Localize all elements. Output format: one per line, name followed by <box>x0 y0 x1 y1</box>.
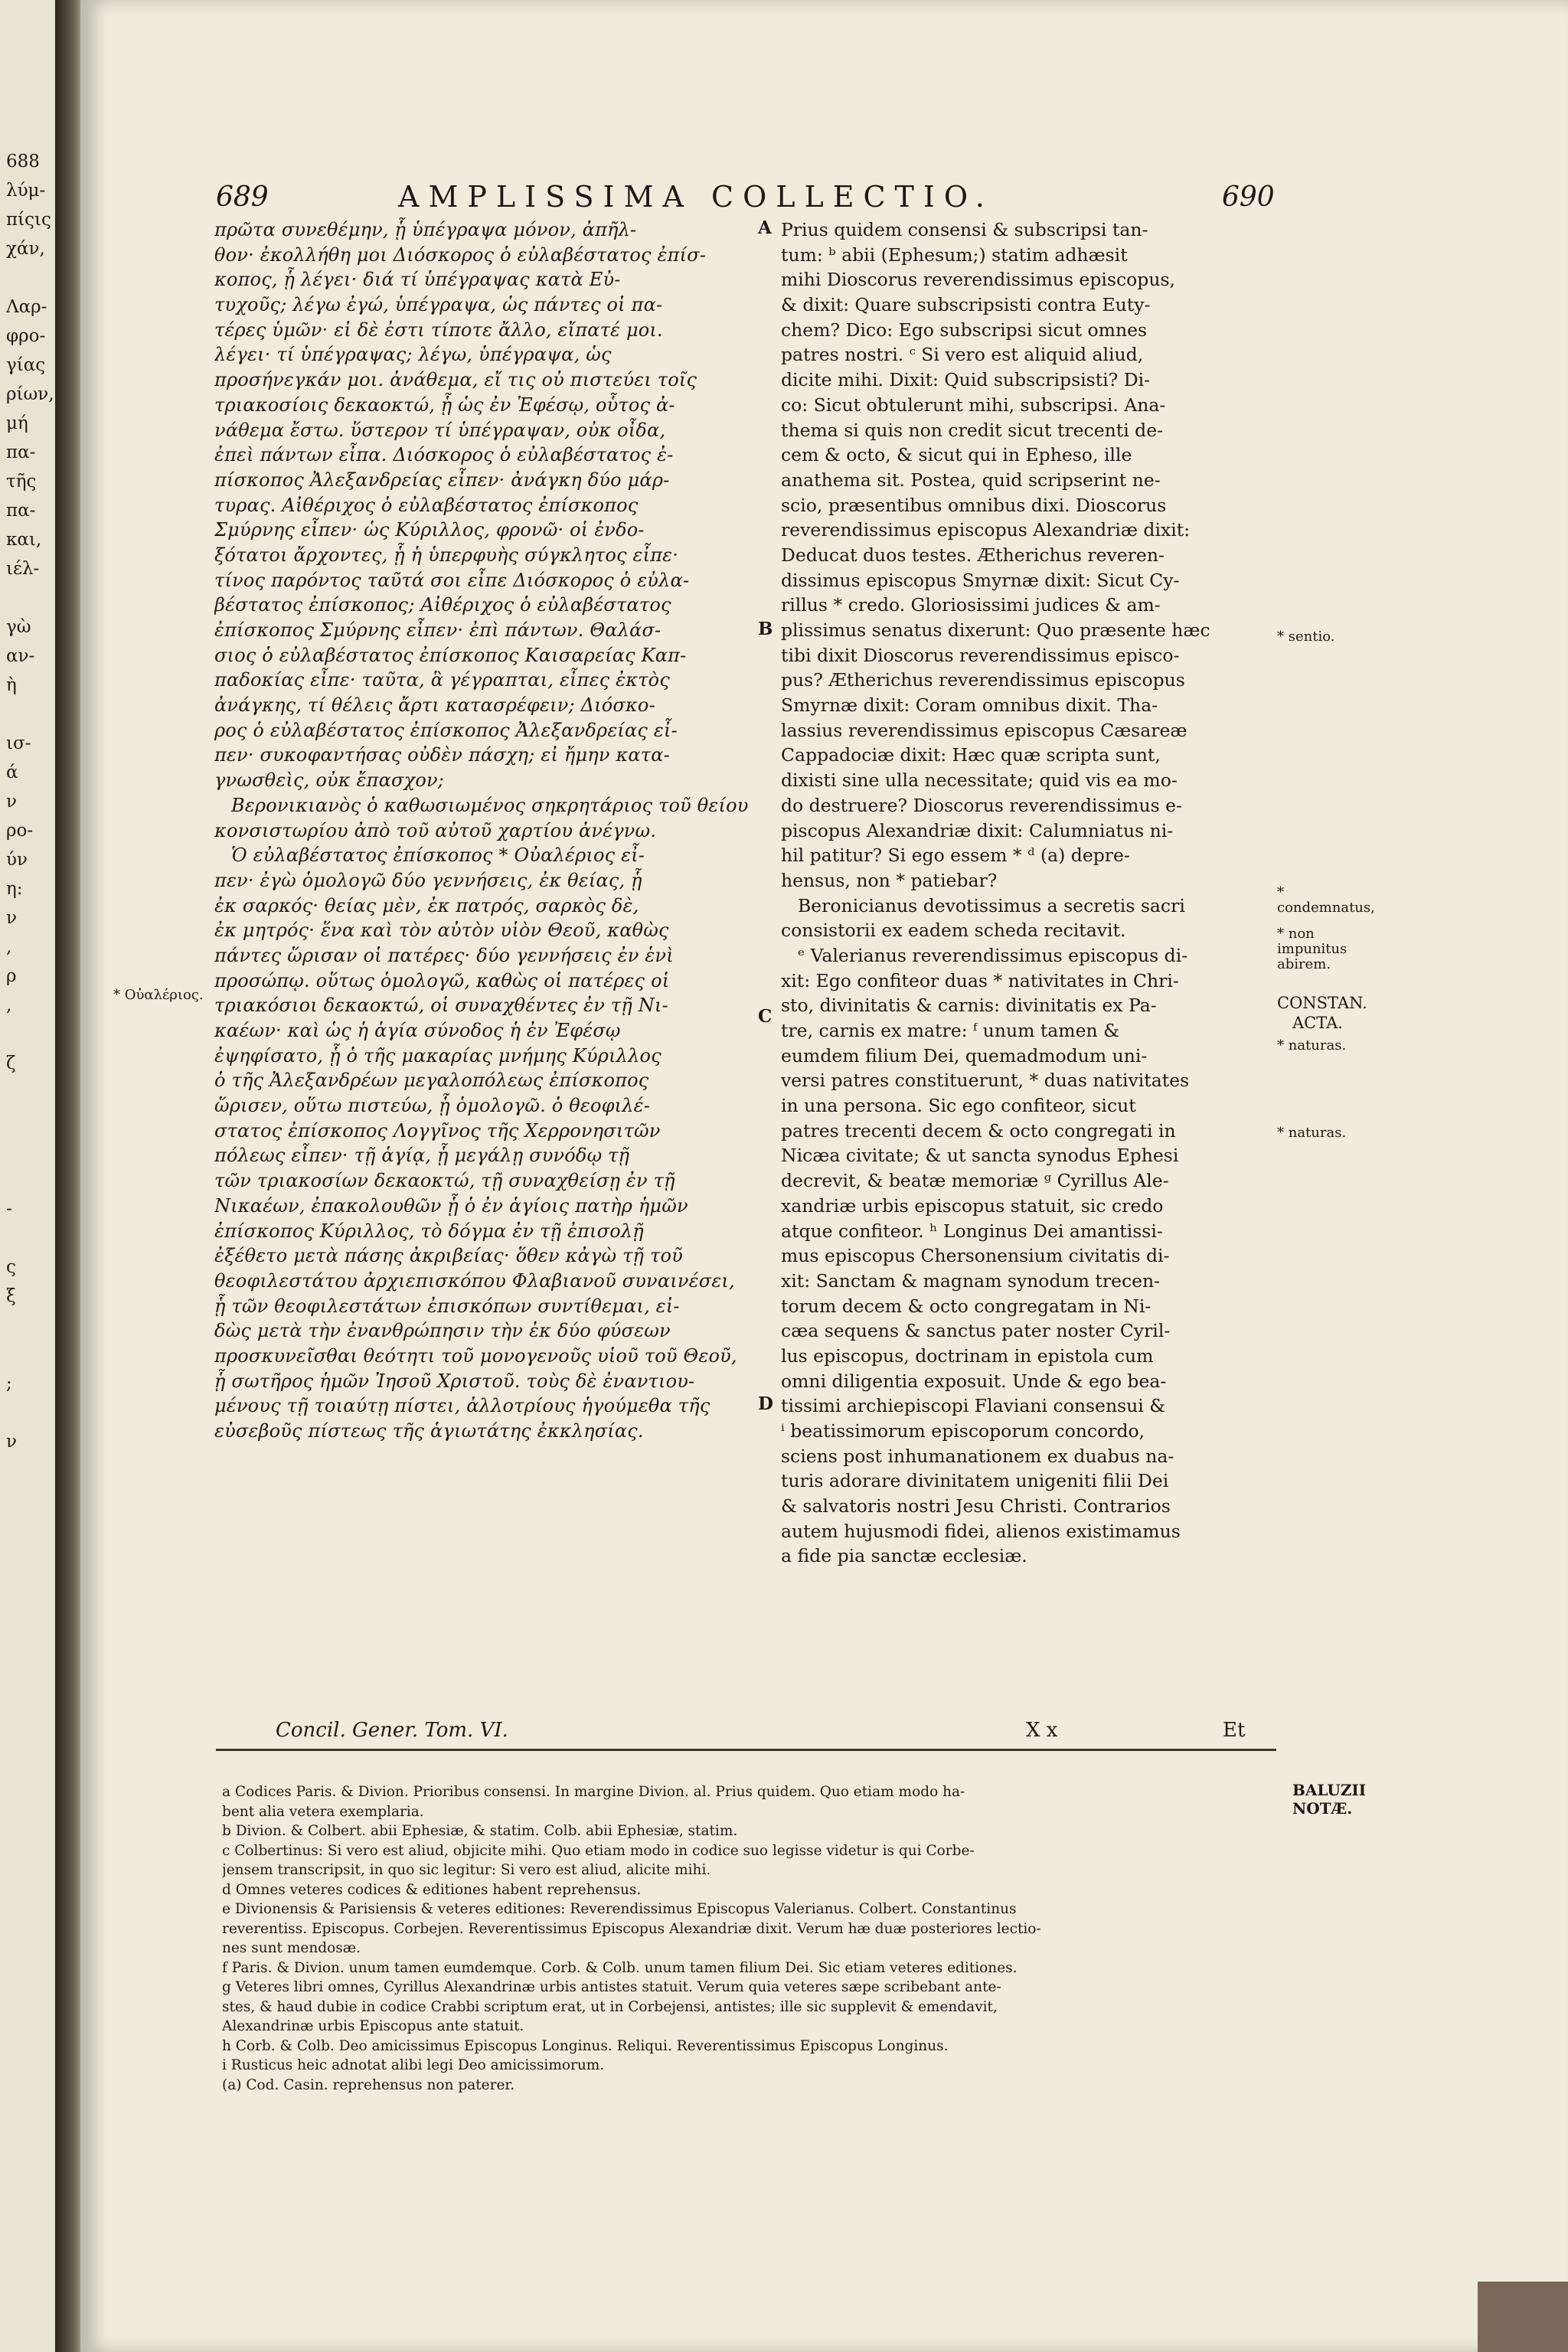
greek-text-line: τίνος παρόντος ταῦτά σοι εἶπε Διόσκορος ὁ εὐλα- <box>214 569 690 591</box>
prev-page-fragment: πίςις <box>6 210 51 230</box>
greek-text-line: τῶν τριακοσίων δεκαοκτώ, τῇ συναχθείσῃ ἐν τῇ <box>214 1170 675 1192</box>
latin-text-line: dissimus episcopus Smyrnæ dixit: Sicut Cy- <box>781 569 1180 591</box>
section-mark-b: B <box>758 619 773 639</box>
prev-page-fragment: ισ- <box>6 733 31 753</box>
greek-text-line: στατος ἐπίσκοπος Λογγῖνος τῆς Χερρονησιτῶν <box>214 1119 661 1142</box>
margin-note-naturas-2: * naturas. <box>1277 1125 1347 1141</box>
prev-page-fragment: πα- <box>6 443 36 462</box>
latin-text-line: cæa sequens & sanctus pater noster Cyril- <box>781 1320 1171 1342</box>
prev-page-fragment: η: <box>6 879 23 899</box>
footnote-line: stes, & haud dubie in codice Crabbi scriptum erat, ut in Corbejensi, antistes; ille sic supplevit & emendavit, <box>222 1998 998 2015</box>
footnote-line: c Colbertinus: Si vero est aliud, objicite mihi. Quo etiam modo in codice suo legisse videtur is qui Corbe- <box>222 1842 975 1859</box>
greek-text-line: Σμύρνης εἶπεν· ὡς Κύριλλος, φρονῶ· οἱ ἐνδο- <box>214 519 645 541</box>
greek-text-line: θεοφιλεστάτου ἀρχιεπισκόπου Φλαβιανοῦ συναινέσει, <box>214 1269 735 1292</box>
prev-page-fragment: ρίων, <box>6 384 54 404</box>
greek-text-line: πάντες ὥρισαν οἱ πατέρες· δύο γεννήσεις ἐν ἑνὶ <box>214 944 674 966</box>
latin-text-line: scio, præsentibus omnibus dixi. Dioscorus <box>781 494 1167 516</box>
latin-text-line: lus episcopus, doctrinam in epistola cum <box>781 1344 1154 1367</box>
footnote-line: f Paris. & Divion. unum tamen eumdemque. Corb. & Colb. unum tamen filium Dei. Sic etiam veteres editiones. <box>222 1959 1018 1976</box>
greek-text-line: μένους τῇ τοιαύτῃ πίστει, ἀλλοτρίους ἡγούμεθα τῆς <box>214 1395 710 1417</box>
latin-text-line: sto, divinitatis & carnis: divinitatis ex Pa- <box>781 995 1157 1017</box>
latin-text-line: xit: Sanctam & magnam synodum trecen- <box>781 1269 1161 1292</box>
greek-text-line: πρῶτα συνεθέμην, ᾗ ὑπέγραψα μόνον, ἀπῆλ- <box>214 219 637 240</box>
prev-page-fragment: ρ <box>6 966 17 986</box>
greek-text-line: παδοκίας εἶπε· ταῦτα, ἃ γέγραπται, εἶπες ἐκτὸς <box>214 669 670 691</box>
latin-text-line: tre, carnis ex matre: ᶠ unum tamen & <box>781 1020 1120 1041</box>
latin-text-line: do destruere? Dioscorus reverendissimus e- <box>781 794 1182 816</box>
greek-text-line: τριακοσίοις δεκαοκτώ, ᾗ ὡς ἐν Ἐφέσῳ, οὗτος ἀ- <box>214 394 675 416</box>
latin-text-line: Prius quidem consensi & subscripsi tan- <box>781 219 1148 240</box>
greek-text-line: κοπος, ᾗ λέγει· διά τί ὑπέγραψας κατὰ Εὐ- <box>214 269 621 291</box>
page-number-left: 689 <box>216 181 269 213</box>
footnote-line: a Codices Paris. & Divion. Prioribus consensi. In margine Divion. al. Prius quidem. Quo etiam modo ha- <box>222 1784 965 1800</box>
footnote-rule <box>216 1749 1276 1751</box>
latin-text-line: tibi dixit Dioscorus reverendissimus episco- <box>781 644 1180 666</box>
prev-page-fragment: ρο- <box>6 821 34 841</box>
latin-text-line: decrevit, & beatæ memoriæ ᵍ Cyrillus Ale- <box>781 1170 1169 1192</box>
latin-text-line: anathema sit. Postea, quid scripserint ne- <box>781 469 1161 491</box>
prev-page-fragment: χάν, <box>6 239 45 259</box>
latin-text-line: Nicæa civitate; & ut sancta synodus Ephesi <box>781 1145 1179 1167</box>
prev-page-fragment: ; <box>6 1374 12 1393</box>
table-corner <box>1478 2282 1568 2352</box>
prev-page-fragment: ς <box>6 1257 16 1277</box>
latin-text-line: lassius reverendissimus episcopus Cæsareæ <box>781 719 1187 741</box>
notes-label: BALUZII NOTÆ. <box>1292 1781 1367 1818</box>
footnote-line: g Veteres libri omnes, Cyrillus Alexandrinæ urbis antistes statuit. Verum quia veteres sæpe scribebant ante- <box>222 1979 1001 1995</box>
section-mark-d: D <box>758 1393 773 1414</box>
greek-text-line: ἐπεὶ πάντων εἶπα. Διόσκορος ὁ εὐλαβέστατος ἐ- <box>214 444 674 466</box>
latin-text-line: thema si quis non credit sicut trecenti de- <box>781 419 1164 441</box>
footnote-line: nes sunt mendosæ. <box>222 1940 361 1956</box>
latin-text-line: cem & octo, & sicut qui in Epheso, ille <box>781 444 1132 466</box>
prev-page-fragment: , <box>6 937 12 957</box>
greek-text-line: νάθεμα ἔστω. ὕστερον τί ὑπέγραψαν, οὐκ οἶδα, <box>214 419 666 441</box>
latin-text-line: patres nostri. ᶜ Si vero est aliquid aliud, <box>781 344 1144 366</box>
prev-page-fragment: ν <box>6 792 17 812</box>
latin-text-line: Cappadociæ dixit: Hæc quæ scripta sunt, <box>781 744 1161 766</box>
greek-text-line: ἐπίσκοπος Σμύρνης εἶπεν· ἐπὶ πάντων. Θαλάσ- <box>214 619 662 641</box>
greek-text-line: γνωσθεὶς, οὐκ ἔπασχον; <box>214 769 445 792</box>
greek-text-line: βέστατος ἐπίσκοπος; Αἰθέριχος ὁ εὐλαβέστατος <box>214 594 671 616</box>
footnote-line: h Corb. & Colb. Deo amicissimus Episcopus Longinus. Reliqui. Reverentissimus Episcopus Longinus. <box>222 2037 949 2054</box>
greek-text-line: ἐκ σαρκός· θείας μὲν, ἐκ πατρός, σαρκὸς δὲ, <box>214 894 639 916</box>
greek-text-line: προσκυνεῖσθαι θεότητι τοῦ μονογενοῦς υἱοῦ τοῦ Θεοῦ, <box>214 1344 737 1367</box>
prev-page-fragment: ὴ <box>6 675 17 695</box>
greek-text-line: πεν· συκοφαντήσας οὐδὲν πάσχη; εἰ ἤμην κατα- <box>214 744 670 766</box>
footnote-line: bent alia vetera exemplaria. <box>222 1803 424 1820</box>
latin-text-line: ᵉ Valerianus reverendissimus episcopus di- <box>798 944 1188 966</box>
latin-text-line: Smyrnæ dixit: Coram omnibus dixit. Tha- <box>781 694 1158 717</box>
greek-text-line: τέρες ὑμῶν· εἰ δὲ ἐστι τίποτε ἄλλο, εἴπατέ μοι. <box>214 318 663 341</box>
footnote-line: jensem transcripsit, in quo sic legitur: Si vero est aliud, alicite mihi. <box>222 1862 711 1878</box>
latin-text-line: tum: ᵇ abii (Ephesum;) statim adhæsit <box>781 243 1128 266</box>
latin-text-line: chem? Dico: Ego subscripsi sicut omnes <box>781 318 1148 341</box>
prev-page-fragment: γὼ <box>6 617 31 637</box>
footnote-line: e Divionensis & Parisiensis & veteres editiones: Reverendissimus Episcopus Valerianus. Colbert. Constantinus <box>222 1901 1017 1917</box>
greek-text-line: τυχοῦς; λέγω ἐγώ, ὑπέγραψα, ὡς πάντες οἱ πα- <box>214 294 663 316</box>
latin-text-line: dixisti sine ulla necessitate; quid vis ea mo- <box>781 769 1178 792</box>
greek-text-line: ρος ὁ εὐλαβέστατος ἐπίσκοπος Ἀλεξανδρείας εἶ- <box>214 719 678 741</box>
previous-page-edge <box>0 0 56 2352</box>
prev-page-fragment: Λαρ- <box>6 297 47 317</box>
latin-column <box>781 217 1271 1569</box>
greek-column <box>214 217 762 1444</box>
greek-text-line: καέων· καὶ ὡς ἡ ἁγία σύνοδος ἡ ἐν Ἐφέσῳ <box>214 1020 621 1041</box>
footnote-line: d Omnes veteres codices & editiones habent reprehensus. <box>222 1881 642 1898</box>
greek-text-line: ᾗ τῶν θεοφιλεστάτων ἐπισκόπων συντίθεμαι, εἰ- <box>214 1295 680 1317</box>
greek-text-line: πόλεως εἶπεν· τῇ ἁγίᾳ, ᾗ μεγάλῃ συνόδῳ τῇ <box>214 1145 630 1167</box>
greek-text-line: ἐξέθετο μετὰ πάσης ἀκριβείας· ὅθεν κἀγὼ τῇ τοῦ <box>214 1245 683 1267</box>
latin-text-line: torum decem & octo congregatam in Ni- <box>781 1295 1152 1317</box>
greek-text-line: ξότατοι ἄρχοντες, ᾗ ἡ ὑπερφυὴς σύγκλητος εἶπε· <box>214 544 679 566</box>
latin-text-line: dicite mihi. Dixit: Quid subscripsisti? Di- <box>781 369 1151 391</box>
prev-page-fragment: γίας <box>6 355 46 375</box>
latin-text-line: patres trecenti decem & octo congregati in <box>781 1119 1176 1142</box>
latin-text-line: turis adorare divinitatem unigeniti filii Dei <box>781 1470 1169 1492</box>
greek-text-line: ἀνάγκης, τί θέλεις ἄρτι κατασρέφειν; Διόσκο- <box>214 694 655 717</box>
latin-text-line: & dixit: Quare subscripsisti contra Euty- <box>781 294 1151 316</box>
greek-text-line: προσώπῳ. οὕτως ὁμολογῶ, καθὼς οἱ πατέρες οἱ <box>214 969 670 991</box>
prev-page-fragment: ζ <box>6 1054 16 1073</box>
prev-page-fragment: - <box>6 1199 12 1219</box>
latin-text-line: atque confiteor. ʰ Longinus Dei amantissi- <box>781 1220 1163 1242</box>
footnote-line: (a) Cod. Casin. reprehensus non paterer. <box>222 2076 515 2093</box>
latin-text-line: xandriæ urbis episcopus statuit, sic credo <box>781 1194 1164 1217</box>
latin-text-line: mus episcopus Chersonensium civitatis di- <box>781 1245 1170 1267</box>
prev-page-fragment: αν- <box>6 646 35 666</box>
margin-note-naturas-1: * naturas. <box>1277 1037 1347 1054</box>
latin-text-line: Deducat duos testes. Ætherichus reveren- <box>781 544 1165 566</box>
greek-text-line: δὼς μετὰ τὴν ἐνανθρώπησιν τὴν ἐκ δύο φύσεων <box>214 1320 671 1342</box>
latin-text-line: tissimi archiepiscopi Flaviani consensui & <box>781 1395 1166 1417</box>
page-number-right: 690 <box>1222 181 1275 213</box>
latin-text-line: consistorii ex eadem scheda recitavit. <box>781 920 1126 942</box>
greek-text-line: Νικαέων, ἐπακολουθῶν ᾗ ὁ ἐν ἁγίοις πατὴρ ἡμῶν <box>214 1194 688 1217</box>
margin-acta: ACTA. <box>1292 1014 1343 1032</box>
greek-text-line: ὁ τῆς Ἀλεξανδρέων μεγαλοπόλεως ἐπίσκοπος <box>214 1070 649 1092</box>
signature-line-left: Concil. Gener. Tom. VI. <box>276 1719 508 1742</box>
prev-page-fragment: φρο- <box>6 326 46 346</box>
prev-page-fragment: πα- <box>6 501 36 521</box>
footnote-line: Alexandrinæ urbis Episcopus ante statuit. <box>222 2018 524 2034</box>
greek-text-line: εὐσεβοῦς πίστεως τῆς ἁγιωτάτης ἐκκλησίας. <box>214 1420 644 1442</box>
footnote-line: b Divion. & Colbert. abii Ephesiæ, & statim. Colb. abii Ephesiæ, statim. <box>222 1823 738 1839</box>
greek-text-line: ἐκ μητρός· ἕνα καὶ τὸν αὐτὸν υἱὸν Θεοῦ, καθὼς <box>214 920 669 942</box>
greek-text-line: πίσκοπος Ἀλεξανδρείας εἶπεν· ἀνάγκη δύο μάρ- <box>214 469 670 491</box>
latin-text-line: plissimus senatus dixerunt: Quo præsente hæc <box>781 619 1210 641</box>
greek-text-line: κονσιστωρίου ἀπὸ τοῦ αὐτοῦ χαρτίου ἀνέγνω. <box>214 819 657 841</box>
margin-note-left: * Οὐαλέριος. <box>113 987 204 1003</box>
latin-text-line: hil patitur? Si ego essem * ᵈ (a) depre- <box>781 844 1130 867</box>
latin-text-line: & salvatoris nostri Jesu Christi. Contrarios <box>781 1495 1171 1517</box>
prev-page-fragment: μή <box>6 413 28 433</box>
latin-text-line: mihi Dioscorus reverendissimus episcopus, <box>781 269 1175 291</box>
latin-text-line: hensus, non * patiebar? <box>781 869 998 891</box>
greek-text-line: Βερονικιανὸς ὁ καθωσιωμένος σηκρητάριος τοῦ θείου <box>231 794 749 816</box>
latin-text-line: sciens post inhumanationem ex duabus na- <box>781 1445 1174 1467</box>
section-mark-c: C <box>758 1006 773 1027</box>
greek-text-line: προσήνεγκάν μοι. ἀνάθεμα, εἴ τις οὐ πιστεύει τοῖς <box>214 369 697 391</box>
greek-text-line: πεν· ἐγὼ ὁμολογῶ δύο γεννήσεις, ἐκ θείας, ᾗ <box>214 869 642 891</box>
margin-note-impunitus: * non impunitus abirem. <box>1277 926 1348 972</box>
margin-note-sentio: * sentio. <box>1277 629 1335 645</box>
running-title: AMPLISSIMA COLLECTIO. <box>398 180 994 214</box>
prev-page-fragment: λύμ- <box>6 181 46 201</box>
prev-page-fragment: ιέλ- <box>6 559 40 579</box>
latin-text-line: versi patres constituerunt, * duas nativitates <box>781 1070 1190 1092</box>
greek-text-line: ᾗ σωτῆρος ἡμῶν Ἰησοῦ Χριστοῦ. τοὺς δὲ ἐναντιου- <box>214 1370 695 1392</box>
footnote-line: i Rusticus heic adnotat alibi legi Deo amicissimorum. <box>222 2057 605 2073</box>
greek-text-line: ἐπίσκοπος Κύριλλος, τὸ δόγμα ἐν τῇ ἐπισολῇ <box>214 1220 644 1242</box>
prev-page-fragment: και, <box>6 530 42 550</box>
latin-text-line: Beronicianus devotissimus a secretis sacri <box>798 894 1185 916</box>
prev-page-fragment: 688 <box>6 152 40 172</box>
latin-text-line: co: Sicut obtulerunt mihi, subscripsi. Ana- <box>781 394 1166 416</box>
greek-text-line: ἐψηφίσατο, ᾗ ὁ τῆς μακαρίας μνήμης Κύριλλος <box>214 1044 662 1067</box>
prev-page-fragment: ν <box>6 1432 17 1452</box>
greek-text-line: τυρας. Αἰθέριχος ὁ εὐλαβέστατος ἐπίσκοπος <box>214 494 639 516</box>
latin-text-line: in una persona. Sic ego confiteor, sicut <box>781 1095 1136 1117</box>
prev-page-fragment: , <box>6 995 12 1015</box>
prev-page-fragment: ά <box>6 763 18 782</box>
margin-constan: CONSTAN. <box>1277 994 1367 1012</box>
greek-text-line: σιος ὁ εὐλαβέστατος ἐπίσκοπος Καισαρείας Καπ- <box>214 644 687 666</box>
greek-text-line: θον· ἐκολλήθη μοι Διόσκορος ὁ εὐλαβέστατος ἐπίσ- <box>214 243 707 266</box>
prev-page-fragment: ύν <box>6 850 28 870</box>
margin-note-condemnatus: * condemnatus, <box>1277 884 1375 916</box>
latin-text-line: omni diligentia exposuit. Unde & ego bea- <box>781 1370 1167 1392</box>
footnote-line: reverentiss. Episcopus. Corbejen. Reverentissimus Episcopus Alexandriæ dixit. Verum hæ duæ posteriores lectio- <box>222 1920 1041 1937</box>
latin-text-line: pus? Ætherichus reverendissimus episcopus <box>781 669 1185 691</box>
prev-page-fragment: ξ <box>6 1286 16 1306</box>
latin-text-line: ⁱ beatissimorum episcoporum concordo, <box>781 1420 1145 1442</box>
footnotes <box>222 1782 1271 2095</box>
catchword: Et <box>1223 1719 1246 1742</box>
greek-text-line: τριακόσιοι δεκαοκτώ, οἱ συναχθέντες ἐν τῇ Νι- <box>214 995 668 1017</box>
greek-text-line: Ὁ εὐλαβέστατος ἐπίσκοπος * Οὐαλέριος εἶ- <box>231 844 645 867</box>
greek-text-line: λέγει· τί ὑπέγραψας; λέγω, ὑπέγραψα, ὡς <box>214 344 612 366</box>
prev-page-fragment: ν <box>6 908 17 928</box>
latin-text-line: rillus * credo. Gloriosissimi judices & am- <box>781 594 1161 616</box>
latin-text-line: a fide pia sanctæ ecclesiæ. <box>781 1545 1027 1567</box>
latin-text-line: piscopus Alexandriæ dixit: Calumniatus ni- <box>781 819 1174 841</box>
latin-text-line: eumdem filium Dei, quemadmodum uni- <box>781 1044 1148 1067</box>
latin-text-line: reverendissimus episcopus Alexandriæ dixit: <box>781 519 1191 541</box>
latin-text-line: autem hujusmodi fidei, alienos existimamus <box>781 1520 1181 1542</box>
section-mark-a: A <box>758 217 772 238</box>
prev-page-fragment: τῆς <box>6 472 37 492</box>
signature-mark: X x <box>1026 1719 1058 1742</box>
greek-text-line: ὥρισεν, οὕτω πιστεύω, ᾗ ὁμολογῶ. ὁ θεοφιλέ- <box>214 1095 651 1117</box>
latin-text-line: xit: Ego confiteor duas * nativitates in Chri- <box>781 969 1179 991</box>
